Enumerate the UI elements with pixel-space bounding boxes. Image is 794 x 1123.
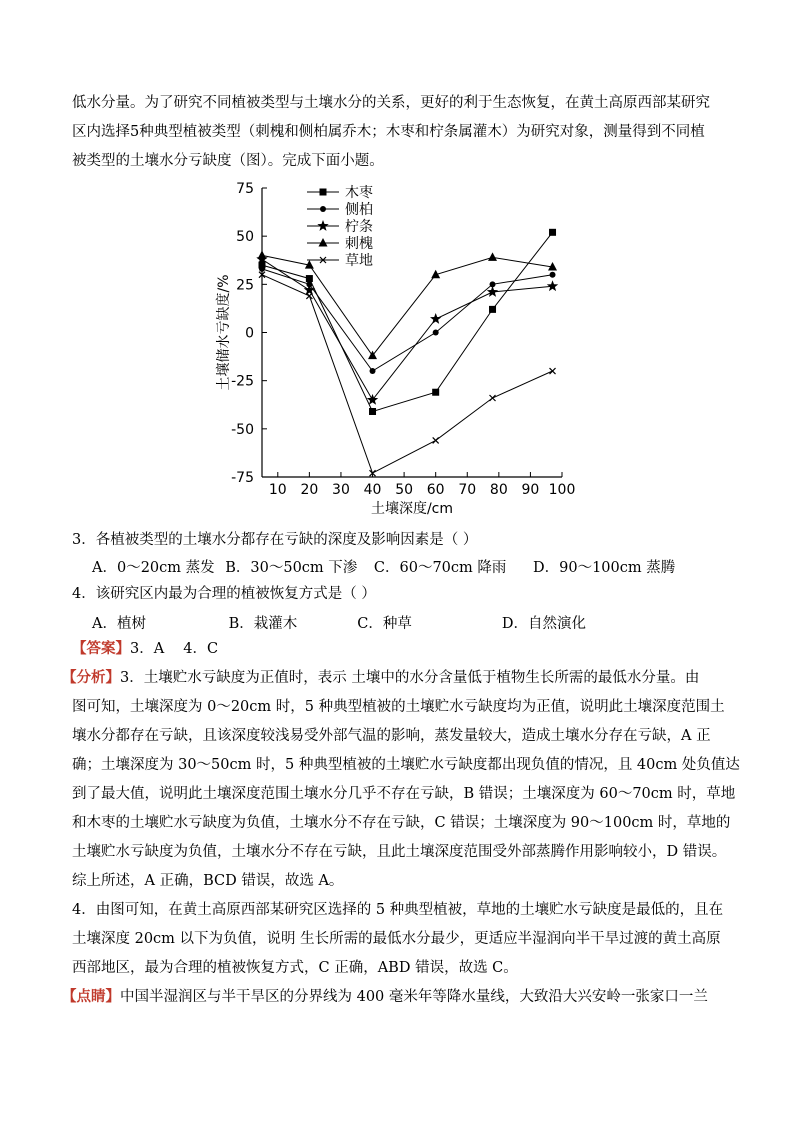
series-line [262, 232, 553, 411]
x-tick-label: 100 [548, 482, 576, 498]
y-tick-label: 50 [236, 229, 254, 246]
legend-item [307, 235, 373, 252]
analysis-line: 4．由图可知，在黄土高原西部某研究区选择的 5 种典型植被，草地的土壤贮水亏缺度是最低的，且在 [72, 902, 724, 918]
data-point-marker [306, 275, 313, 282]
soil-water-deficit-chart [200, 178, 590, 518]
data-point-marker [304, 284, 315, 295]
question-4-text: 4．该研究区内最为合理的植被恢复方式是（ ） [72, 586, 376, 602]
y-axis-label: 土壤储水亏缺度/% [216, 274, 232, 391]
data-point-marker [489, 306, 496, 313]
data-point-marker [432, 389, 439, 396]
legend-label: 柠条 [345, 219, 373, 235]
data-point-marker [547, 280, 558, 291]
series-2 [259, 266, 556, 374]
x-tick-label: 10 [268, 482, 287, 498]
legend-label: 草地 [345, 253, 373, 269]
x-tick-label: 60 [426, 482, 445, 498]
series-line [262, 259, 553, 400]
legend-item [307, 252, 373, 269]
analysis-line: 3．土壤贮水亏缺度为正值时，表示 土壤中的水分含量低于植物生长所需的最低水分量。由 [120, 670, 700, 686]
data-point-marker [433, 330, 439, 336]
legend-label: 侧柏 [345, 202, 373, 218]
analysis-tag: 【分析】 [62, 669, 120, 686]
q3-option-a: A．0～20cm 蒸发 [92, 560, 215, 576]
data-point-marker [369, 408, 376, 415]
analysis-paragraph [62, 663, 740, 983]
q3-option-b: B．30～50cm 下渗 [225, 560, 358, 576]
analysis-line: 综上所述，A 正确，BCD 错误，故选 A。 [72, 873, 344, 889]
y-tick-label: -75 [231, 470, 254, 486]
y-tick-label: 25 [236, 277, 254, 294]
data-point-marker [259, 266, 265, 272]
y-tick-label: -25 [231, 373, 254, 390]
intro-line: 区内选择5种典型植被类型（刺槐和侧柏属乔木；木枣和柠条属灌木）为研究对象，测量得到不同植 [72, 124, 705, 140]
series-1 [259, 229, 557, 415]
x-tick-label: 70 [458, 482, 477, 498]
series-line [262, 255, 553, 355]
data-point-marker [550, 272, 556, 278]
question-4-options [92, 612, 586, 633]
chart-axes [215, 181, 575, 517]
data-point-marker [549, 229, 556, 236]
chart-series [256, 229, 558, 476]
intro-paragraph [72, 89, 726, 176]
analysis-line: 壤水分都存在亏缺，且该深度较浅易受外部气温的影响，蒸发量较大，造成土壤水分存在亏缺，A 正 [72, 728, 711, 744]
q3-option-c: C．60～70cm 降雨 [373, 560, 507, 576]
q4-option-c: C．种草 [357, 616, 412, 632]
data-point-marker [488, 252, 497, 260]
analysis-line: 到了最大值，说明此土壤深度范围土壤水分几乎不存在亏缺，B 错误；土壤深度为 60～70cm 时，草地 [72, 786, 736, 802]
analysis-line: 和木枣的土壤贮水亏缺度为负值，土壤水分不存在亏缺，C 错误；土壤深度为 90～100cm 时，草地的 [72, 815, 731, 831]
series-4 [258, 250, 558, 359]
data-point-marker [319, 238, 328, 247]
x-tick-label: 80 [489, 482, 508, 498]
question-3-text: 3．各植被类型的土壤水分都存在亏缺的深度及影响因素是（ ） [72, 532, 478, 548]
legend-item [307, 184, 373, 201]
question-4-stem [72, 580, 726, 609]
legend-item [307, 201, 373, 218]
x-tick-label: 20 [300, 482, 319, 498]
x-tick-label: 40 [363, 482, 382, 498]
analysis-line: 西部地区，最为合理的植被恢复方式，C 正确，ABD 错误，故选 C。 [72, 960, 518, 976]
q4-option-b: B．栽灌木 [228, 616, 298, 632]
question-3-options [92, 556, 675, 577]
data-point-marker [370, 368, 376, 374]
data-point-marker [430, 313, 441, 324]
q4-option-a: A．植树 [92, 616, 146, 632]
legend-item [307, 218, 373, 235]
series-line [262, 275, 553, 473]
x-tick-label: 90 [521, 482, 540, 498]
intro-line: 低水分量。为了研究不同植被类型与土壤水分的关系，更好的利于生态恢复，在黄土高原西部某研究 [72, 95, 710, 111]
answer-tag: 【答案】 [72, 640, 130, 657]
data-point-marker [258, 250, 267, 259]
question-3-stem [72, 526, 726, 555]
analysis-line: 确；土壤深度为 30～50cm 时，5 种典型植被的土壤贮水亏缺度都出现负值的情况，且 40cm 处负值达 [72, 757, 740, 773]
x-tick-label: 30 [332, 482, 350, 498]
data-point-marker [320, 206, 326, 212]
data-point-marker [320, 189, 327, 196]
y-tick-label: -50 [231, 421, 254, 438]
analysis-line: 土壤深度 20cm 以下为负值，说明 生长所需的最低水分最少，更适应半湿润向半干旱过渡的黄土高原 [72, 931, 721, 947]
legend-label: 木枣 [345, 185, 373, 201]
series-5 [259, 272, 556, 476]
tips-text: 中国半湿润区与半干旱区的分界线为 400 毫米年等降水量线，大致沿大兴安岭一张家口一兰 [120, 989, 708, 1005]
answer-line [72, 634, 726, 664]
tips-paragraph [62, 982, 726, 1012]
chart-legend [307, 184, 373, 269]
answer-text: 3．A 4．C [130, 641, 219, 657]
y-tick-label: 0 [245, 325, 254, 342]
q3-option-d: D．90～100cm 蒸腾 [533, 560, 676, 576]
analysis-line: 土壤贮水亏缺度为负值，土壤水分不存在亏缺，且此土壤深度范围受外部蒸腾作用影响较小，D 错误。 [72, 844, 727, 860]
legend-label: 刺槐 [345, 236, 373, 252]
x-axis-label: 土壤深度/cm [370, 501, 454, 517]
q4-option-d: D．自然演化 [501, 616, 586, 632]
x-tick-label: 50 [395, 482, 414, 498]
intro-line: 被类型的土壤水分亏缺度（图）。完成下面小题。 [72, 153, 384, 169]
data-point-marker [317, 220, 328, 231]
y-tick-label: 75 [236, 181, 254, 197]
analysis-line: 图可知，土壤深度为 0～20cm 时，5 种典型植被的土壤贮水亏缺度均为正值，说明此土壤深度范围土 [72, 699, 725, 715]
tips-tag: 【点睛】 [62, 988, 120, 1005]
